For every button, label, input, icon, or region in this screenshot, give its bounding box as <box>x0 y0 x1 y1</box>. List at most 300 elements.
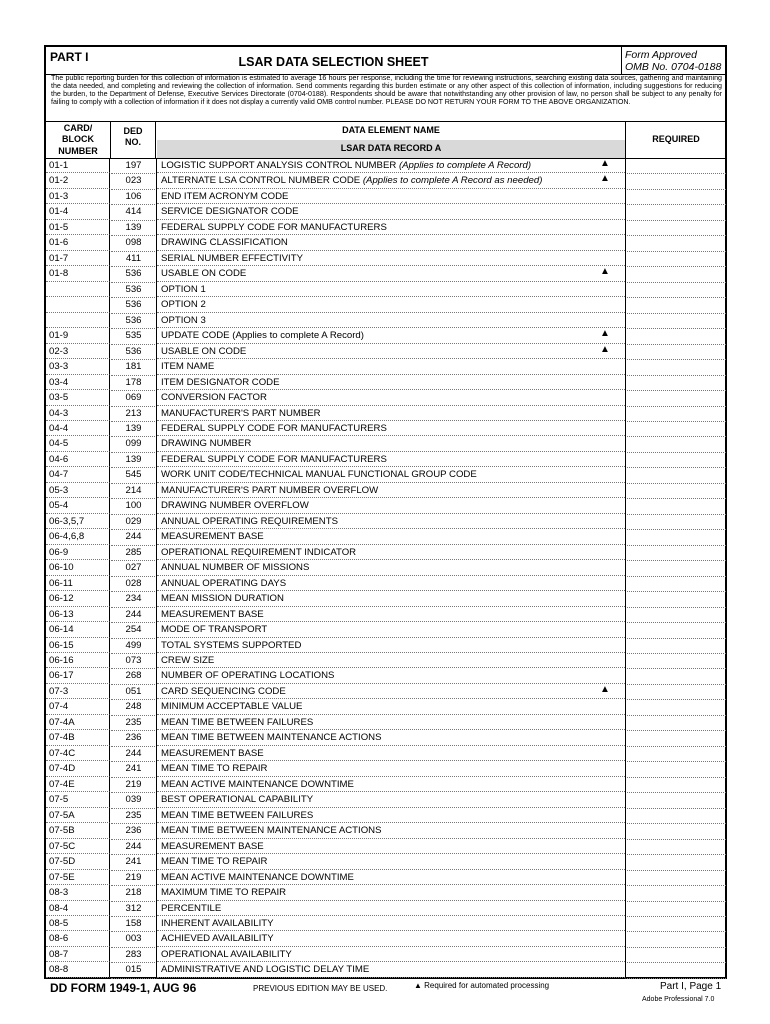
required-checkbox-cell[interactable] <box>625 251 726 267</box>
required-checkbox-cell[interactable] <box>625 947 726 963</box>
element-name-text: OPERATIONAL REQUIREMENT INDICATOR <box>161 546 357 558</box>
card-block-number <box>46 297 110 312</box>
table-row <box>46 220 725 235</box>
element-name-text: MEAN TIME TO REPAIR <box>161 856 268 868</box>
element-name-text: MEASUREMENT BASE <box>161 531 264 543</box>
table-row <box>46 622 725 637</box>
table-row <box>46 607 725 622</box>
ded-number: 248 <box>111 699 157 715</box>
card-block-number: 06-11 <box>46 576 110 591</box>
data-element-name <box>157 390 625 405</box>
table-row <box>46 699 725 714</box>
element-name-text: MEAN MISSION DURATION <box>161 593 284 605</box>
omb-approval-box <box>621 47 725 74</box>
ded-number: 236 <box>111 823 157 839</box>
required-triangle-icon: ▲ <box>600 328 610 340</box>
card-block-number: 04-7 <box>46 467 110 482</box>
ded-number: 214 <box>111 483 157 499</box>
card-block-number: 04-4 <box>46 421 110 436</box>
data-element-name <box>157 653 625 668</box>
data-element-name <box>157 220 625 235</box>
element-name-text: ITEM DESIGNATOR CODE <box>161 376 280 388</box>
omb-number: OMB No. 0704-0188 <box>625 61 722 73</box>
table-row <box>46 189 725 204</box>
element-name-text: INHERENT AVAILABILITY <box>161 917 274 929</box>
data-element-name <box>157 529 625 544</box>
ded-number: 039 <box>111 792 157 808</box>
element-name-text: CARD SEQUENCING CODE <box>161 685 286 697</box>
table-row <box>46 761 725 776</box>
table-row <box>46 931 725 946</box>
ded-number: 098 <box>111 235 157 251</box>
ded-number: 535 <box>111 328 157 344</box>
data-element-name <box>157 638 625 653</box>
card-block-number: 06-17 <box>46 668 110 683</box>
ded-no-header: DED NO. <box>111 122 156 158</box>
required-checkbox-cell[interactable] <box>625 390 726 406</box>
element-name-text: MODE OF TRANSPORT <box>161 624 268 636</box>
data-element-name <box>157 173 625 188</box>
data-element-name <box>157 746 625 761</box>
table-row <box>46 313 725 328</box>
table-row <box>46 576 725 591</box>
data-element-name <box>157 375 625 390</box>
table-row <box>46 251 725 266</box>
required-checkbox-cell[interactable] <box>625 854 726 870</box>
ded-number: 254 <box>111 622 157 638</box>
card-block-number: 06-14 <box>46 622 110 637</box>
card-block-number <box>46 313 110 328</box>
card-block-number: 03-4 <box>46 375 110 390</box>
required-checkbox-cell[interactable] <box>625 266 726 282</box>
data-element-name <box>157 328 625 343</box>
required-checkbox-cell[interactable] <box>625 220 726 236</box>
ded-number: 100 <box>111 498 157 514</box>
lsar-data-selection-form <box>44 45 727 979</box>
card-block-number: 01-3 <box>46 189 110 204</box>
ded-number: 536 <box>111 313 157 329</box>
card-block-number: 01-7 <box>46 251 110 266</box>
table-row <box>46 870 725 885</box>
element-name-text: DRAWING NUMBER OVERFLOW <box>161 500 309 512</box>
required-checkbox-cell[interactable] <box>625 823 726 839</box>
element-name-text: SERVICE DESIGNATOR CODE <box>161 206 299 218</box>
ded-number: 139 <box>111 452 157 468</box>
data-element-name <box>157 839 625 854</box>
required-checkbox-cell[interactable] <box>625 576 726 592</box>
card-block-number: 08-5 <box>46 916 110 931</box>
data-element-name <box>157 452 625 467</box>
data-element-name <box>157 699 625 714</box>
required-checkbox-cell[interactable] <box>625 730 726 746</box>
ded-number: 158 <box>111 916 157 932</box>
data-element-name <box>157 560 625 575</box>
ded-number: 236 <box>111 730 157 746</box>
table-row <box>46 591 725 606</box>
data-element-name <box>157 715 625 730</box>
form-approved-text: Form Approved <box>625 49 697 61</box>
table-row <box>46 684 725 699</box>
element-name-text: MANUFACTURER'S PART NUMBER OVERFLOW <box>161 484 379 496</box>
table-row <box>46 406 725 421</box>
required-checkbox-cell[interactable] <box>625 189 726 205</box>
ded-number: 235 <box>111 715 157 731</box>
ded-number: 181 <box>111 359 157 375</box>
card-block-number: 07-4A <box>46 715 110 730</box>
table-row <box>46 529 725 544</box>
data-element-name <box>157 870 625 885</box>
data-element-name <box>157 158 625 173</box>
card-block-number: 06-16 <box>46 653 110 668</box>
card-block-number: 08-4 <box>46 901 110 916</box>
required-checkbox-cell[interactable] <box>625 668 726 684</box>
table-row <box>46 839 725 854</box>
table-row <box>46 746 725 761</box>
data-record-header: LSAR DATA RECORD A <box>157 140 626 158</box>
data-element-name <box>157 251 625 266</box>
data-element-name <box>157 777 625 792</box>
card-block-number: 07-5B <box>46 823 110 838</box>
required-checkbox-cell[interactable] <box>625 173 726 189</box>
table-row <box>46 638 725 653</box>
required-checkbox-cell[interactable] <box>625 204 726 220</box>
required-checkbox-cell[interactable] <box>625 792 726 808</box>
element-name-text: ALTERNATE LSA CONTROL NUMBER CODE <box>161 175 363 187</box>
required-checkbox-cell[interactable] <box>625 359 726 375</box>
data-element-name <box>157 359 625 374</box>
ded-number: 536 <box>111 297 157 313</box>
card-block-number: 08-8 <box>46 962 110 977</box>
required-checkbox-cell[interactable] <box>625 406 726 422</box>
element-name-text: SERIAL NUMBER EFFECTIVITY <box>161 252 303 264</box>
ded-number: 213 <box>111 406 157 422</box>
element-name-note: (Applies to complete A Record as needed) <box>362 175 543 187</box>
required-checkbox-cell[interactable] <box>625 839 726 855</box>
card-block-number: 06-4,6,8 <box>46 529 110 544</box>
ded-number: 241 <box>111 761 157 777</box>
element-name-text: ANNUAL OPERATING REQUIREMENTS <box>161 515 338 527</box>
ded-number: 069 <box>111 390 157 406</box>
element-name-text: MANUFACTURER'S PART NUMBER <box>161 407 321 419</box>
required-checkbox-cell[interactable] <box>625 777 726 793</box>
form-number: DD FORM 1949-1, AUG 96 <box>50 981 197 995</box>
card-block-number: 08-3 <box>46 885 110 900</box>
data-element-name <box>157 931 625 946</box>
ded-number: 312 <box>111 901 157 917</box>
table-row <box>46 947 725 962</box>
element-name-text: END ITEM ACRONYM CODE <box>161 190 289 202</box>
required-checkbox-cell[interactable] <box>625 297 726 313</box>
required-checkbox-cell[interactable] <box>625 715 726 731</box>
data-element-name <box>157 916 625 931</box>
card-block-number: 01-4 <box>46 204 110 219</box>
table-row <box>46 204 725 219</box>
required-checkbox-cell[interactable] <box>625 436 726 452</box>
data-element-name <box>157 792 625 807</box>
required-checkbox-cell[interactable] <box>625 545 726 561</box>
required-checkbox-cell[interactable] <box>625 328 726 344</box>
data-element-name <box>157 421 625 436</box>
card-block-number: 04-5 <box>46 436 110 451</box>
element-name-text: MEAN ACTIVE MAINTENANCE DOWNTIME <box>161 871 354 883</box>
data-element-name <box>157 297 625 312</box>
required-checkbox-cell[interactable] <box>625 901 726 917</box>
card-block-number: 07-4B <box>46 730 110 745</box>
element-name-text: UPDATE CODE (Applies to complete A Record) <box>161 330 364 342</box>
data-element-name <box>157 668 625 683</box>
ded-number: 244 <box>111 529 157 545</box>
data-element-name <box>157 313 625 328</box>
table-row <box>46 653 725 668</box>
required-checkbox-cell[interactable] <box>625 282 726 298</box>
ded-number: 028 <box>111 576 157 592</box>
table-row <box>46 498 725 513</box>
required-checkbox-cell[interactable] <box>625 684 726 700</box>
table-row <box>46 282 725 297</box>
card-block-number: 01-1 <box>46 158 110 173</box>
required-checkbox-cell[interactable] <box>625 808 726 824</box>
required-checkbox-cell[interactable] <box>625 375 726 391</box>
ded-number: 027 <box>111 560 157 576</box>
ded-number: 029 <box>111 514 157 530</box>
part-label: PART I <box>50 50 89 64</box>
card-block-number: 06-3,5,7 <box>46 514 110 529</box>
element-name-text: MEAN TIME TO REPAIR <box>161 763 268 775</box>
card-block-number: 01-6 <box>46 235 110 250</box>
table-row <box>46 514 725 529</box>
required-checkbox-cell[interactable] <box>625 962 726 978</box>
element-name-text: OPTION 3 <box>161 314 206 326</box>
ded-number: 411 <box>111 251 157 267</box>
required-checkbox-cell[interactable] <box>625 638 726 654</box>
required-legend <box>414 981 549 990</box>
required-checkbox-cell[interactable] <box>625 514 726 530</box>
required-checkbox-cell[interactable] <box>625 870 726 886</box>
table-row <box>46 668 725 683</box>
software-note: Adobe Professional 7.0 <box>642 996 715 1003</box>
card-block-number: 08-7 <box>46 947 110 962</box>
required-triangle-icon: ▲ <box>600 266 610 278</box>
card-block-number: 05-4 <box>46 498 110 513</box>
data-element-name <box>157 483 625 498</box>
ded-number: 283 <box>111 947 157 963</box>
required-checkbox-cell[interactable] <box>625 746 726 762</box>
required-checkbox-cell[interactable] <box>625 421 726 437</box>
table-row <box>46 545 725 560</box>
card-block-number: 04-3 <box>46 406 110 421</box>
data-element-name <box>157 962 625 977</box>
element-name-text: MEAN TIME BETWEEN FAILURES <box>161 716 314 728</box>
card-block-number: 06-15 <box>46 638 110 653</box>
element-name-text: OPERATIONAL AVAILABILITY <box>161 948 292 960</box>
ded-number: 285 <box>111 545 157 561</box>
required-triangle-icon: ▲ <box>600 173 610 185</box>
table-row <box>46 297 725 312</box>
element-name-text: MEASUREMENT BASE <box>161 840 264 852</box>
previous-edition-note: PREVIOUS EDITION MAY BE USED. <box>253 984 388 993</box>
table-row <box>46 730 725 745</box>
ded-number: 244 <box>111 746 157 762</box>
required-checkbox-cell[interactable] <box>625 591 726 607</box>
element-name-text: MEAN TIME BETWEEN MAINTENANCE ACTIONS <box>161 732 382 744</box>
data-element-name <box>157 406 625 421</box>
required-checkbox-cell[interactable] <box>625 699 726 715</box>
required-checkbox-cell[interactable] <box>625 931 726 947</box>
element-name-text: FEDERAL SUPPLY CODE FOR MANUFACTURERS <box>161 453 387 465</box>
burden-notice: The public reporting burden for this collection of information is estimated to average 16 hours per response, including the time for reviewing instructions, searching existing data sources, gathering and maintaining the data needed, and completing and reviewing the collection of information. Send comments regarding this burden estimate or any other aspect of this collection of information, including suggestions for reducing the burden, to the Department of Defense, Executive Services Directorate (0704-0188). Respondents should be aware that notwithstanding any other provision of law, no person shall be subject to any penalty for failing to comply with a collection of information if it does not display a currently valid OMB control number. PLEASE DO NOT RETURN YOUR FORM TO THE ABOVE ORGANIZATION. <box>51 74 722 106</box>
required-checkbox-cell[interactable] <box>625 483 726 499</box>
required-checkbox-cell[interactable] <box>625 158 726 174</box>
required-checkbox-cell[interactable] <box>625 885 726 901</box>
form-footer <box>0 978 770 1024</box>
card-block-number: 07-5D <box>46 854 110 869</box>
ded-number: 139 <box>111 220 157 236</box>
element-name-note: (Applies to complete A Record) <box>398 160 532 171</box>
required-triangle-icon: ▲ <box>600 343 610 355</box>
card-block-number: 07-5C <box>46 839 110 854</box>
card-block-number: 07-4E <box>46 777 110 792</box>
element-name-text: USABLE ON CODE <box>161 345 247 357</box>
card-block-number: 01-5 <box>46 220 110 235</box>
table-row <box>46 452 725 467</box>
element-name-text: BEST OPERATIONAL CAPABILITY <box>161 794 314 806</box>
data-element-name <box>157 622 625 637</box>
required-legend-text: Required for automated processing <box>424 981 550 990</box>
ded-number: 219 <box>111 777 157 793</box>
card-block-number: 06-12 <box>46 591 110 606</box>
table-row <box>46 328 725 343</box>
ded-number: 219 <box>111 870 157 886</box>
table-row <box>46 808 725 823</box>
required-triangle-icon: ▲ <box>600 158 610 169</box>
table-row <box>46 436 725 451</box>
data-element-name <box>157 436 625 451</box>
element-name-text: MEASUREMENT BASE <box>161 608 264 620</box>
data-element-name <box>157 607 625 622</box>
table-row <box>46 173 725 188</box>
table-row <box>46 266 725 281</box>
ded-number: 536 <box>111 344 157 360</box>
element-name-text: ANNUAL NUMBER OF MISSIONS <box>161 562 310 574</box>
table-row <box>46 344 725 359</box>
table-row <box>46 158 725 173</box>
table-row <box>46 885 725 900</box>
ded-number: 051 <box>111 684 157 700</box>
ded-number: 234 <box>111 591 157 607</box>
data-element-name <box>157 282 625 297</box>
element-name-text: TOTAL SYSTEMS SUPPORTED <box>161 639 302 651</box>
data-element-name <box>157 266 625 281</box>
table-row <box>46 901 725 916</box>
form-header <box>46 47 725 75</box>
element-name-text: ITEM NAME <box>161 361 215 373</box>
required-checkbox-cell[interactable] <box>625 498 726 514</box>
required-checkbox-cell[interactable] <box>625 761 726 777</box>
ded-number: 241 <box>111 854 157 870</box>
element-name-text: NUMBER OF OPERATING LOCATIONS <box>161 670 335 682</box>
ded-number: 499 <box>111 638 157 654</box>
required-triangle-icon: ▲ <box>600 683 610 695</box>
card-block-number: 04-6 <box>46 452 110 467</box>
table-row <box>46 560 725 575</box>
required-checkbox-cell[interactable] <box>625 452 726 468</box>
column-headers <box>46 121 725 159</box>
table-row <box>46 483 725 498</box>
ded-number: 218 <box>111 885 157 901</box>
table-row <box>46 823 725 838</box>
data-element-name <box>157 885 625 900</box>
table-row <box>46 390 725 405</box>
required-checkbox-cell[interactable] <box>625 607 726 623</box>
data-element-name <box>157 761 625 776</box>
ded-number: 106 <box>111 189 157 205</box>
card-block-number: 07-4 <box>46 699 110 714</box>
data-element-name <box>157 498 625 513</box>
required-checkbox-cell[interactable] <box>625 560 726 576</box>
card-block-number: 06-9 <box>46 545 110 560</box>
data-element-name <box>157 545 625 560</box>
data-element-name <box>157 591 625 606</box>
required-checkbox-cell[interactable] <box>625 344 726 360</box>
card-block-number: 06-13 <box>46 607 110 622</box>
required-checkbox-cell[interactable] <box>625 235 726 251</box>
card-block-number: 07-4C <box>46 746 110 761</box>
ded-number: 414 <box>111 204 157 220</box>
ded-number: 536 <box>111 282 157 298</box>
element-name-text: LOGISTIC SUPPORT ANALYSIS CONTROL NUMBER <box>161 160 399 171</box>
required-checkbox-cell[interactable] <box>625 313 726 329</box>
ded-number: 268 <box>111 668 157 684</box>
table-row <box>46 854 725 869</box>
element-name-text: DRAWING NUMBER <box>161 438 252 450</box>
ded-number: 023 <box>111 173 157 189</box>
element-name-text: MINIMUM ACCEPTABLE VALUE <box>161 701 303 713</box>
element-name-text: ADMINISTRATIVE AND LOGISTIC DELAY TIME <box>161 964 370 976</box>
required-checkbox-cell[interactable] <box>625 529 726 545</box>
table-row <box>46 777 725 792</box>
required-checkbox-cell[interactable] <box>625 622 726 638</box>
ded-number: 178 <box>111 375 157 391</box>
element-name-text: ACHIEVED AVAILABILITY <box>161 933 274 945</box>
element-name-text: CREW SIZE <box>161 655 215 666</box>
card-block-number: 01-9 <box>46 328 110 343</box>
ded-number: 536 <box>111 266 157 282</box>
table-row <box>46 467 725 482</box>
required-checkbox-cell[interactable] <box>625 653 726 669</box>
table-row <box>46 962 725 977</box>
card-block-number-header: CARD/ BLOCK NUMBER <box>46 122 111 158</box>
element-name-text: MAXIMUM TIME TO REPAIR <box>161 887 287 899</box>
card-block-number: 03-5 <box>46 390 110 405</box>
card-block-number: 01-8 <box>46 266 110 281</box>
table-row <box>46 359 725 374</box>
element-name-text: OPTION 2 <box>161 299 206 311</box>
required-checkbox-cell[interactable] <box>625 916 726 932</box>
element-name-text: CONVERSION FACTOR <box>161 392 267 404</box>
card-block-number <box>46 282 110 297</box>
form-title: LSAR DATA SELECTION SHEET <box>238 55 429 69</box>
required-checkbox-cell[interactable] <box>625 467 726 483</box>
required-header: REQUIRED <box>625 122 726 158</box>
required-triangle-icon: ▲ <box>414 981 422 990</box>
element-name-text: MEAN TIME BETWEEN MAINTENANCE ACTIONS <box>161 825 382 837</box>
ded-number: 545 <box>111 467 157 483</box>
element-name-text: MEAN ACTIVE MAINTENANCE DOWNTIME <box>161 778 354 790</box>
table-row <box>46 792 725 807</box>
element-name-text: MEASUREMENT BASE <box>161 747 264 759</box>
data-element-name <box>157 204 625 219</box>
card-block-number: 05-3 <box>46 483 110 498</box>
